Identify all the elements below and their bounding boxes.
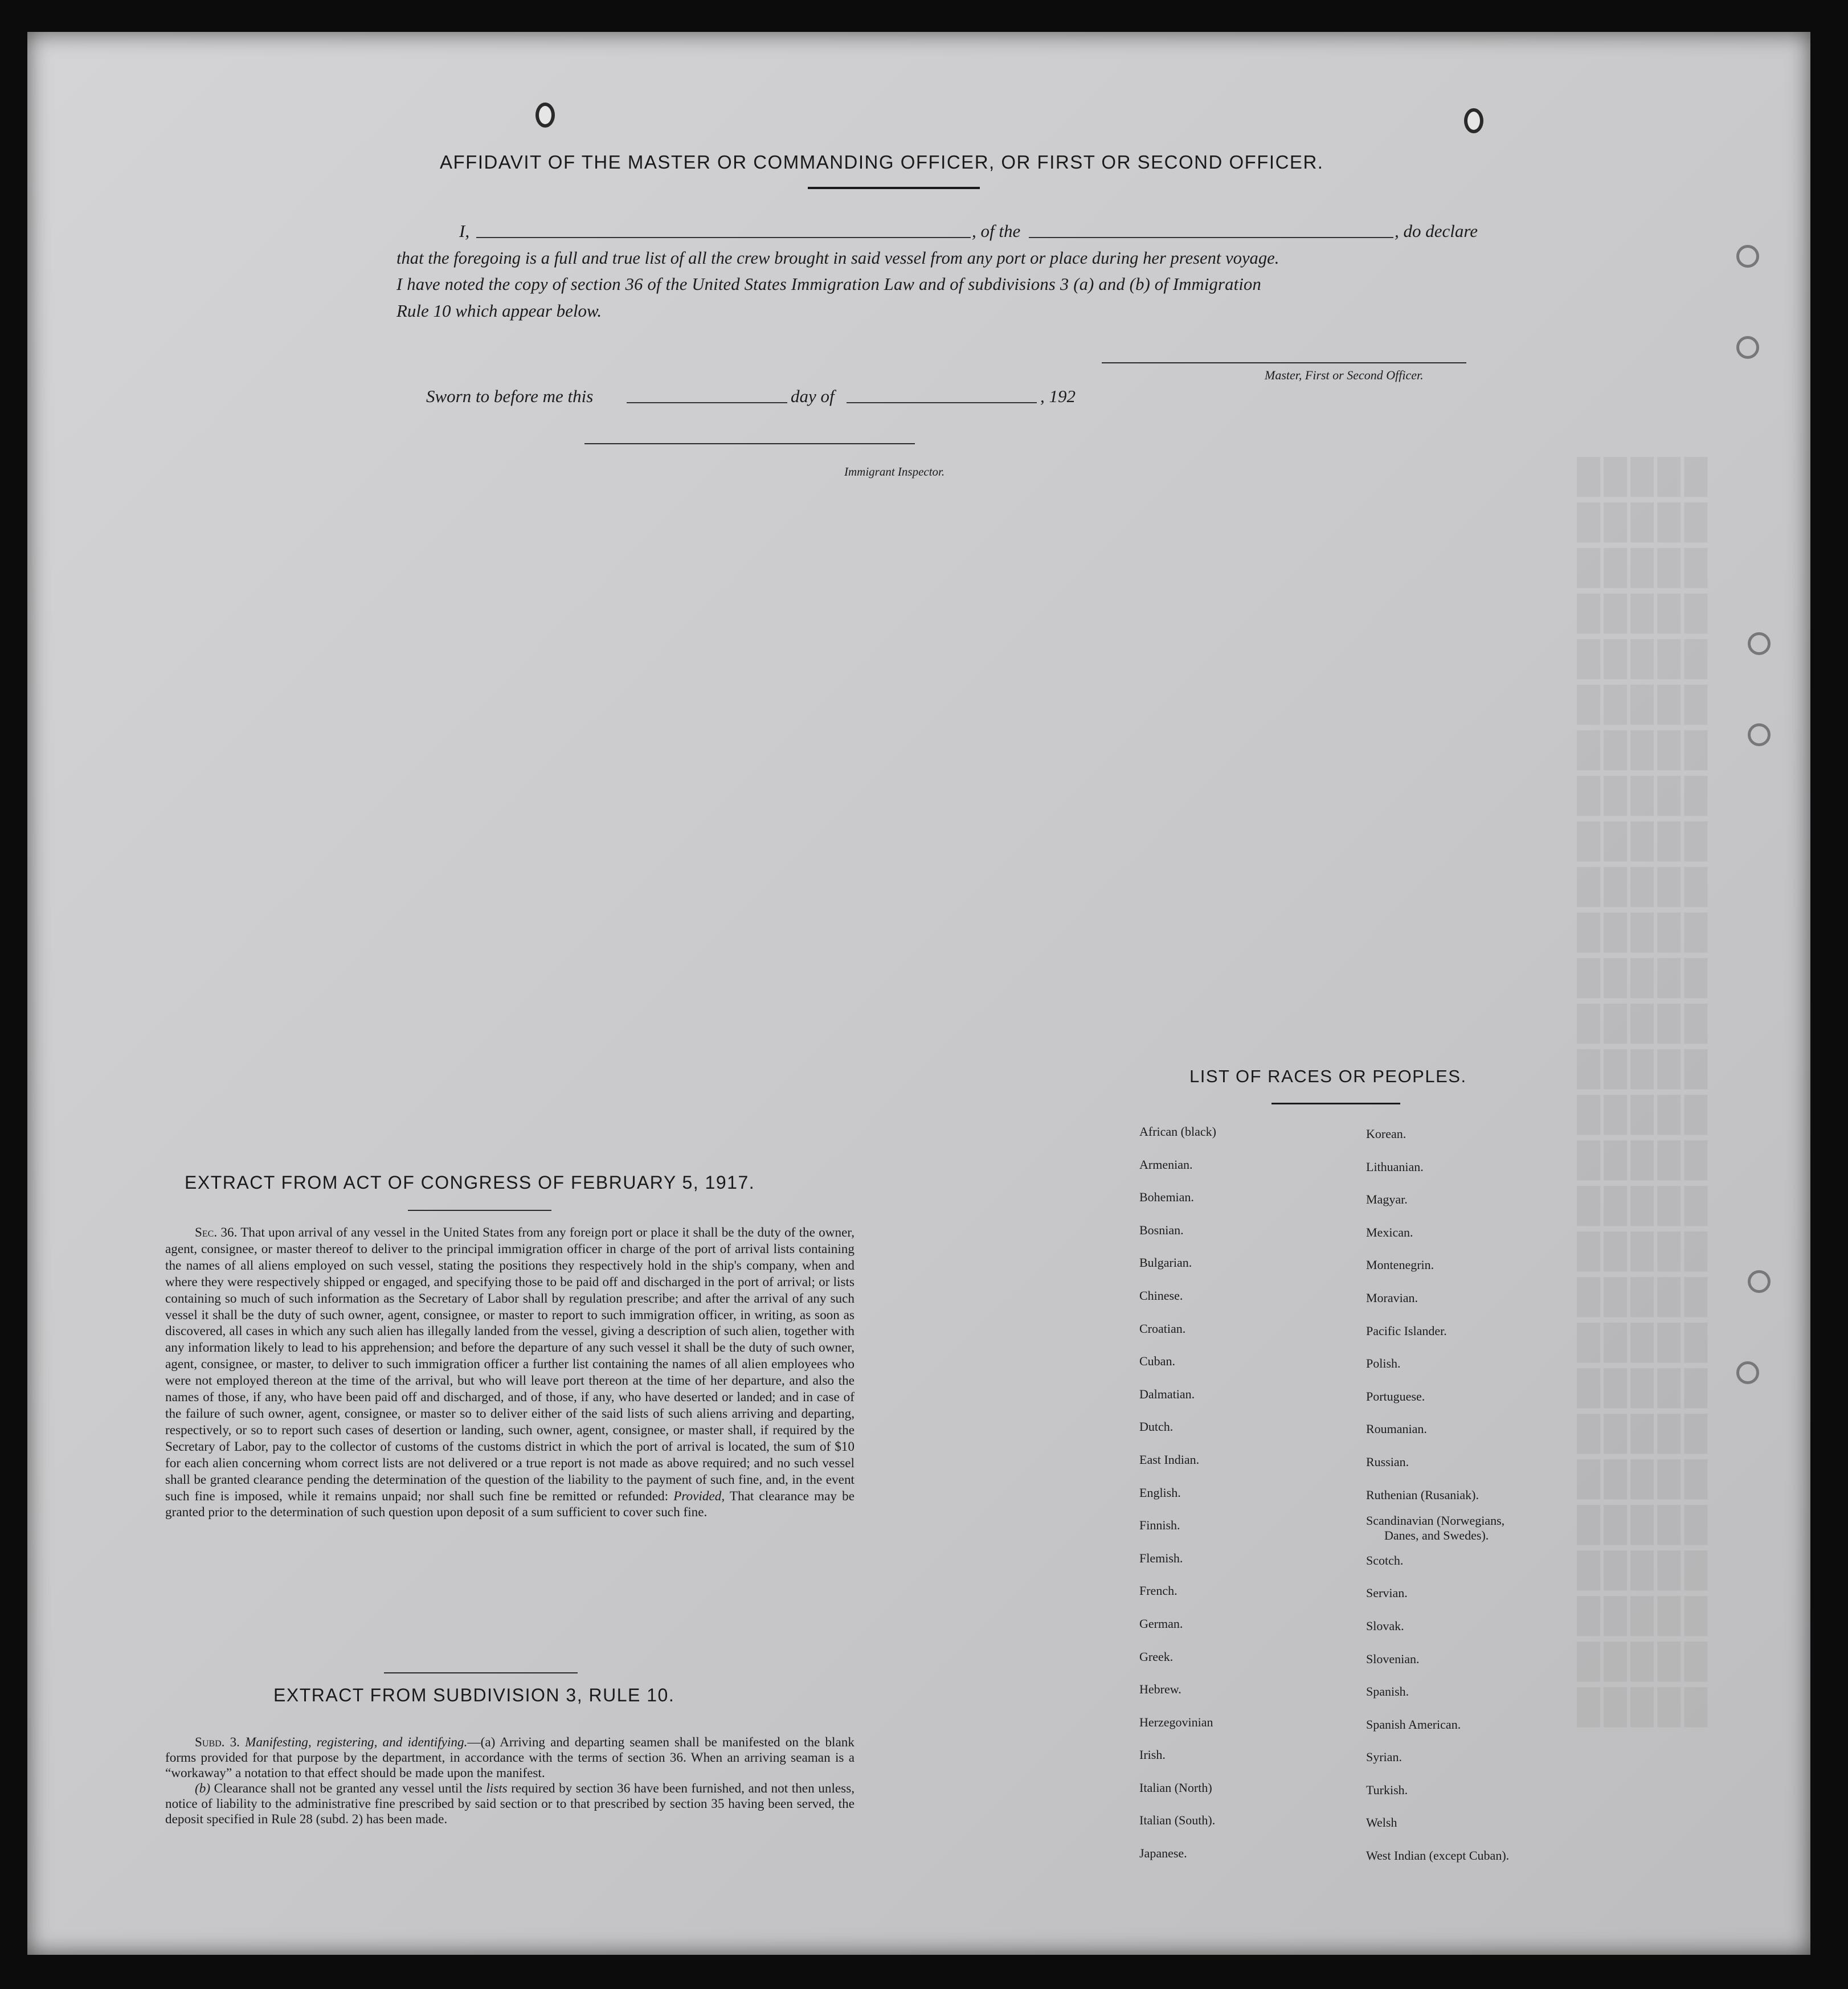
section-label: Sec. 36.: [195, 1225, 238, 1240]
act-title-underline: [408, 1210, 551, 1211]
sworn-month-field[interactable]: [847, 388, 1037, 403]
race-item: Scotch.: [1366, 1553, 1404, 1568]
race-item: Turkish.: [1366, 1782, 1408, 1797]
para-b-post: required by section 36 have been furnished, and not then unless, notice of liability to the administrative fine prescribed by said section or to that prescribed by section 35 having been served, the deposit specified in Rule 28 (subd. 2) has been made.: [165, 1781, 855, 1827]
binder-ring: [1748, 1270, 1771, 1293]
signature-caption: Master, First or Second Officer.: [1265, 368, 1424, 382]
manifest-page: [27, 32, 1810, 1955]
race-item: Servian.: [1366, 1586, 1408, 1601]
binder-ring: [1748, 632, 1771, 655]
para-a-marker: —(a): [467, 1735, 496, 1750]
race-item: Japanese.: [1139, 1846, 1187, 1861]
inspector-signature-line[interactable]: [584, 443, 915, 444]
race-item: Cuban.: [1139, 1354, 1175, 1369]
race-item: Spanish.: [1366, 1684, 1409, 1699]
race-item: Bulgarian.: [1139, 1255, 1192, 1270]
race-item: Irish.: [1139, 1747, 1166, 1762]
binder-ring: [1736, 336, 1759, 359]
provided-label: Provided,: [673, 1488, 725, 1504]
subd-italic: Manifesting, registering, and identifying.: [245, 1735, 468, 1750]
para-b-italic: lists: [486, 1781, 508, 1796]
race-item: Scandinavian (Norwegians, Danes, and Swedes).: [1366, 1513, 1505, 1543]
race-item: Lithuanian.: [1366, 1159, 1424, 1174]
sworn-day-field[interactable]: [627, 388, 787, 403]
race-item: English.: [1139, 1485, 1181, 1500]
rule-extract-title: EXTRACT FROM SUBDIVISION 3, RULE 10.: [273, 1685, 675, 1705]
punch-hole-right: [1464, 108, 1483, 133]
para-b-marker: (b): [195, 1781, 211, 1796]
race-item: Magyar.: [1366, 1192, 1408, 1207]
day-of-label: day of: [791, 386, 835, 406]
race-item: Flemish.: [1139, 1550, 1183, 1565]
race-item: Welsh: [1366, 1815, 1397, 1830]
race-item: Spanish American.: [1366, 1717, 1461, 1732]
binder-ring: [1748, 723, 1771, 746]
subdivision-3-text: [165, 1735, 855, 1827]
subd-label: Subd. 3.: [195, 1735, 240, 1750]
inspector-caption: Immigrant Inspector.: [844, 465, 945, 478]
race-item: Dalmatian.: [1139, 1386, 1195, 1401]
race-item: Roumanian.: [1366, 1422, 1427, 1436]
name-field[interactable]: [476, 223, 971, 238]
race-item: Italian (South).: [1139, 1813, 1216, 1828]
races-left-column: [1139, 1115, 1216, 1870]
race-item: Moravian.: [1366, 1290, 1418, 1305]
year-label: , 192: [1040, 386, 1076, 406]
bleed-through-texture: █████ █████ █████ █████ █████ █████ █████ █████ █████ █████ █████ █████ █████ █████ █████ █████ █████ █████ █████ █████ █████ █████ █████ █████ █████ █████ █████ █████: [1577, 457, 1711, 1725]
race-item: Greek.: [1139, 1649, 1174, 1664]
race-item: Armenian.: [1139, 1157, 1193, 1172]
para-b-pre: Clearance shall not be granted any vessel until the: [214, 1781, 483, 1796]
race-item: Herzegovinian: [1139, 1714, 1213, 1729]
section-36-text: [165, 1225, 855, 1521]
punch-hole-left: [535, 103, 555, 128]
signature-line[interactable]: [1102, 362, 1466, 363]
race-item: African (black): [1139, 1124, 1216, 1139]
provided-text: That clearance may be granted prior to the determination of such question upon deposit of a sum sufficient to cover such fine.: [165, 1488, 855, 1520]
race-item: German.: [1139, 1616, 1183, 1631]
race-item: Montenegrin.: [1366, 1258, 1434, 1272]
binder-ring: [1736, 245, 1759, 268]
race-item: Chinese.: [1139, 1288, 1183, 1303]
races-title: LIST OF RACES OR PEOPLES.: [1189, 1066, 1467, 1086]
affidavit-line-4: Rule 10 which appear below.: [396, 301, 602, 321]
i-label: I,: [459, 221, 470, 241]
of-the-label: , of the: [972, 221, 1021, 241]
race-item: Slovak.: [1366, 1618, 1404, 1633]
race-item: Russian.: [1366, 1454, 1409, 1469]
affidavit-line-2: that the foregoing is a full and true list of all the crew brought in said vessel from any port or place during her present voyage.: [396, 248, 1279, 268]
race-item: Ruthenian (Rusaniak).: [1366, 1487, 1479, 1502]
do-declare-label: , do declare: [1395, 221, 1478, 241]
race-item: French.: [1139, 1583, 1178, 1598]
affidavit-title: AFFIDAVIT OF THE MASTER OR COMMANDING OFFICER, OR FIRST OR SECOND OFFICER.: [440, 152, 1324, 173]
race-item: Bohemian.: [1139, 1190, 1194, 1205]
race-item: Korean.: [1366, 1127, 1407, 1141]
races-title-underline: [1271, 1103, 1400, 1104]
races-right-column: [1366, 1118, 1509, 1872]
race-item: Syrian.: [1366, 1750, 1402, 1765]
race-item: Hebrew.: [1139, 1682, 1181, 1697]
race-item: Polish.: [1366, 1356, 1401, 1371]
race-item: Portuguese.: [1366, 1389, 1425, 1403]
section-body: That upon arrival of any vessel in the United States from any foreign port or place it shall be the duty of the owner, agent, consignee, or master thereof to deliver to the principal immigration officer in charge of the port of arrival lists containing the names of all aliens employed on such vessel, stating the positions they respectively hold in the ship's company, when and where they were respectively shipped or engaged, and specifying those to be paid off and discharged in the port of arrival; or lists containing so much of such information as the Secretary of Labor shall by regulation prescribe; and after the arrival of any such vessel it shall be the duty of such owner, agent, consignee, or master to report to such immigration officer, in writing, as soon as discovered, all cases in which any such alien has illegally landed from the vessel, giving a description of such alien, together with any information likely to lead to his apprehension; and before the departure of any such vessel it shall be the duty of such owner, agent, consignee, or master, to deliver to such immigration officer a further list containing the names of all alien employees who were not employed thereon at the time of the arrival, but who will leave port thereon at the time of her departure, and also the names of those, if any, who have been paid off and discharged, and of those, if any, who have deserted or landed; and in case of the failure of such owner, agent, consignee, or master so to deliver either of the said lists of such aliens arriving and departing, respectively, or so to report such cases of desertion or landing, such owner, agent, consignee, or master shall, if required by the Secretary of Labor, pay to the collector of customs of the customs district in which the port of arrival is located, the sum of $10 for each alien concerning whom correct lists are not delivered or a true report is not made as above required; and no such vessel shall be granted clearance pending the determination of the question of the liability to the payment of such fine, and, in the event such fine is imposed, while it remains unpaid; nor shall such fine be remitted or refunded:: [165, 1225, 855, 1504]
para-a-text: Arriving and departing seamen shall be manifested on the blank forms provided for that purpose by the department, in accordance with the terms of section 36. When an arriving seaman is a “workaway” a notation to that effect should be made upon the manifest.: [165, 1735, 855, 1781]
race-item: West Indian (except Cuban).: [1366, 1848, 1510, 1863]
race-item: Bosnian.: [1139, 1222, 1184, 1237]
race-item: Dutch.: [1139, 1419, 1174, 1434]
race-item: Mexican.: [1366, 1225, 1413, 1239]
section-divider: [384, 1672, 578, 1673]
paragraph-a: [165, 1735, 855, 1781]
race-item: Croatian.: [1139, 1321, 1186, 1336]
binder-ring: [1736, 1361, 1759, 1384]
sworn-label: Sworn to before me this: [426, 386, 594, 406]
paragraph-b: [165, 1781, 855, 1827]
vessel-field[interactable]: [1029, 223, 1393, 238]
affidavit-line-3: I have noted the copy of section 36 of the United States Immigration Law and of subdivisions 3 (a) and (b) of Immigration: [396, 275, 1262, 294]
race-item: Finnish.: [1139, 1518, 1180, 1533]
race-item: Slovenian.: [1366, 1651, 1420, 1666]
act-extract-title: EXTRACT FROM ACT OF CONGRESS OF FEBRUARY 5, 1917.: [185, 1172, 755, 1193]
race-item: Pacific Islander.: [1366, 1323, 1447, 1338]
title-underline: [808, 187, 980, 189]
race-item: Italian (North): [1139, 1780, 1212, 1795]
race-item: East Indian.: [1139, 1452, 1200, 1467]
